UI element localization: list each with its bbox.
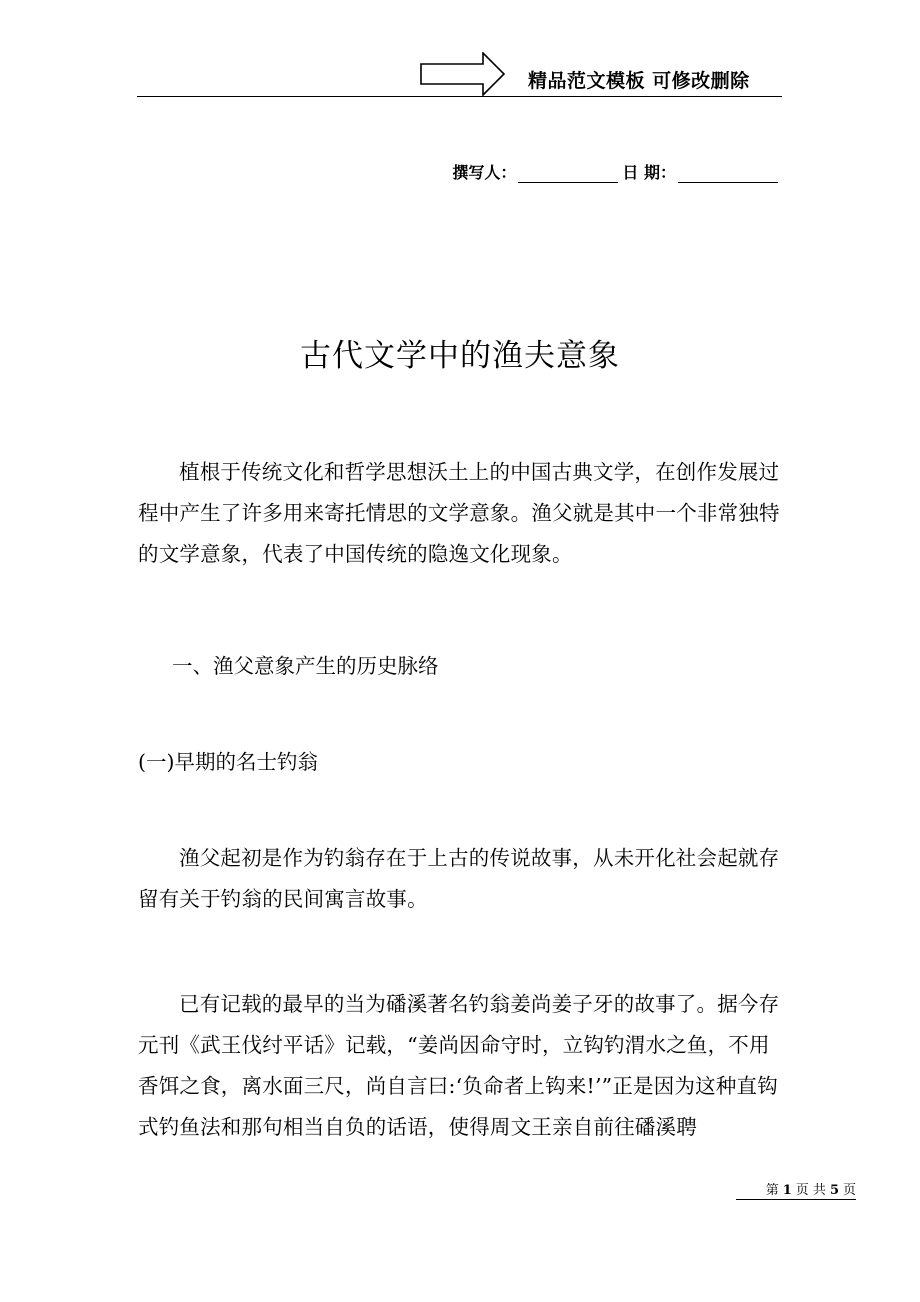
page-number [0, 1179, 856, 1198]
current-page: 1 [782, 1183, 792, 1198]
page-middle: 页 共 [795, 1183, 826, 1198]
author-date-line [452, 160, 782, 183]
author-label: 撰写人： [452, 163, 517, 182]
header-title: 精品范文模板 可修改删除 [528, 70, 750, 92]
footer-divider [736, 1199, 856, 1200]
header-divider [137, 96, 782, 97]
subsection-heading: (一)早期的名士钓翁 [138, 750, 318, 774]
page-suffix: 页 [842, 1183, 856, 1198]
body-paragraph-2: 渔父起初是作为钓翁存在于上古的传说故事，从未开化社会起就存留有关于钓翁的民间寓言故事。 [138, 846, 780, 911]
date-label: 日 期： [622, 163, 676, 182]
page-prefix: 第 [765, 1183, 779, 1198]
date-blank [678, 164, 778, 183]
body-paragraph-3: 已有记载的最早的当为磻溪著名钓翁姜尚姜子牙的故事了。据今存元刊《武王伐纣平话》记载，“姜尚因命守时，立钩钓渭水之鱼，不用香饵之食，离水面三尺，尚自言曰:‘负命者上钩来!’”正是因为这种直钩式钓鱼法和那句相当自负的话语，使得周文王亲自前往磻溪聘 [138, 992, 780, 1139]
document-title: 古代文学中的渔夫意象 [300, 338, 620, 374]
intro-paragraph: 植根于传统文化和哲学思想沃土上的中国古典文学，在创作发展过程中产生了许多用来寄托情思的文学意象。渔父就是其中一个非常独特的文学意象，代表了中国传统的隐逸文化现象。 [138, 460, 780, 566]
section-heading: 一、渔父意象产生的历史脉络 [172, 654, 439, 678]
arrow-icon [420, 52, 506, 96]
total-pages: 5 [829, 1183, 839, 1198]
author-blank [518, 164, 618, 183]
